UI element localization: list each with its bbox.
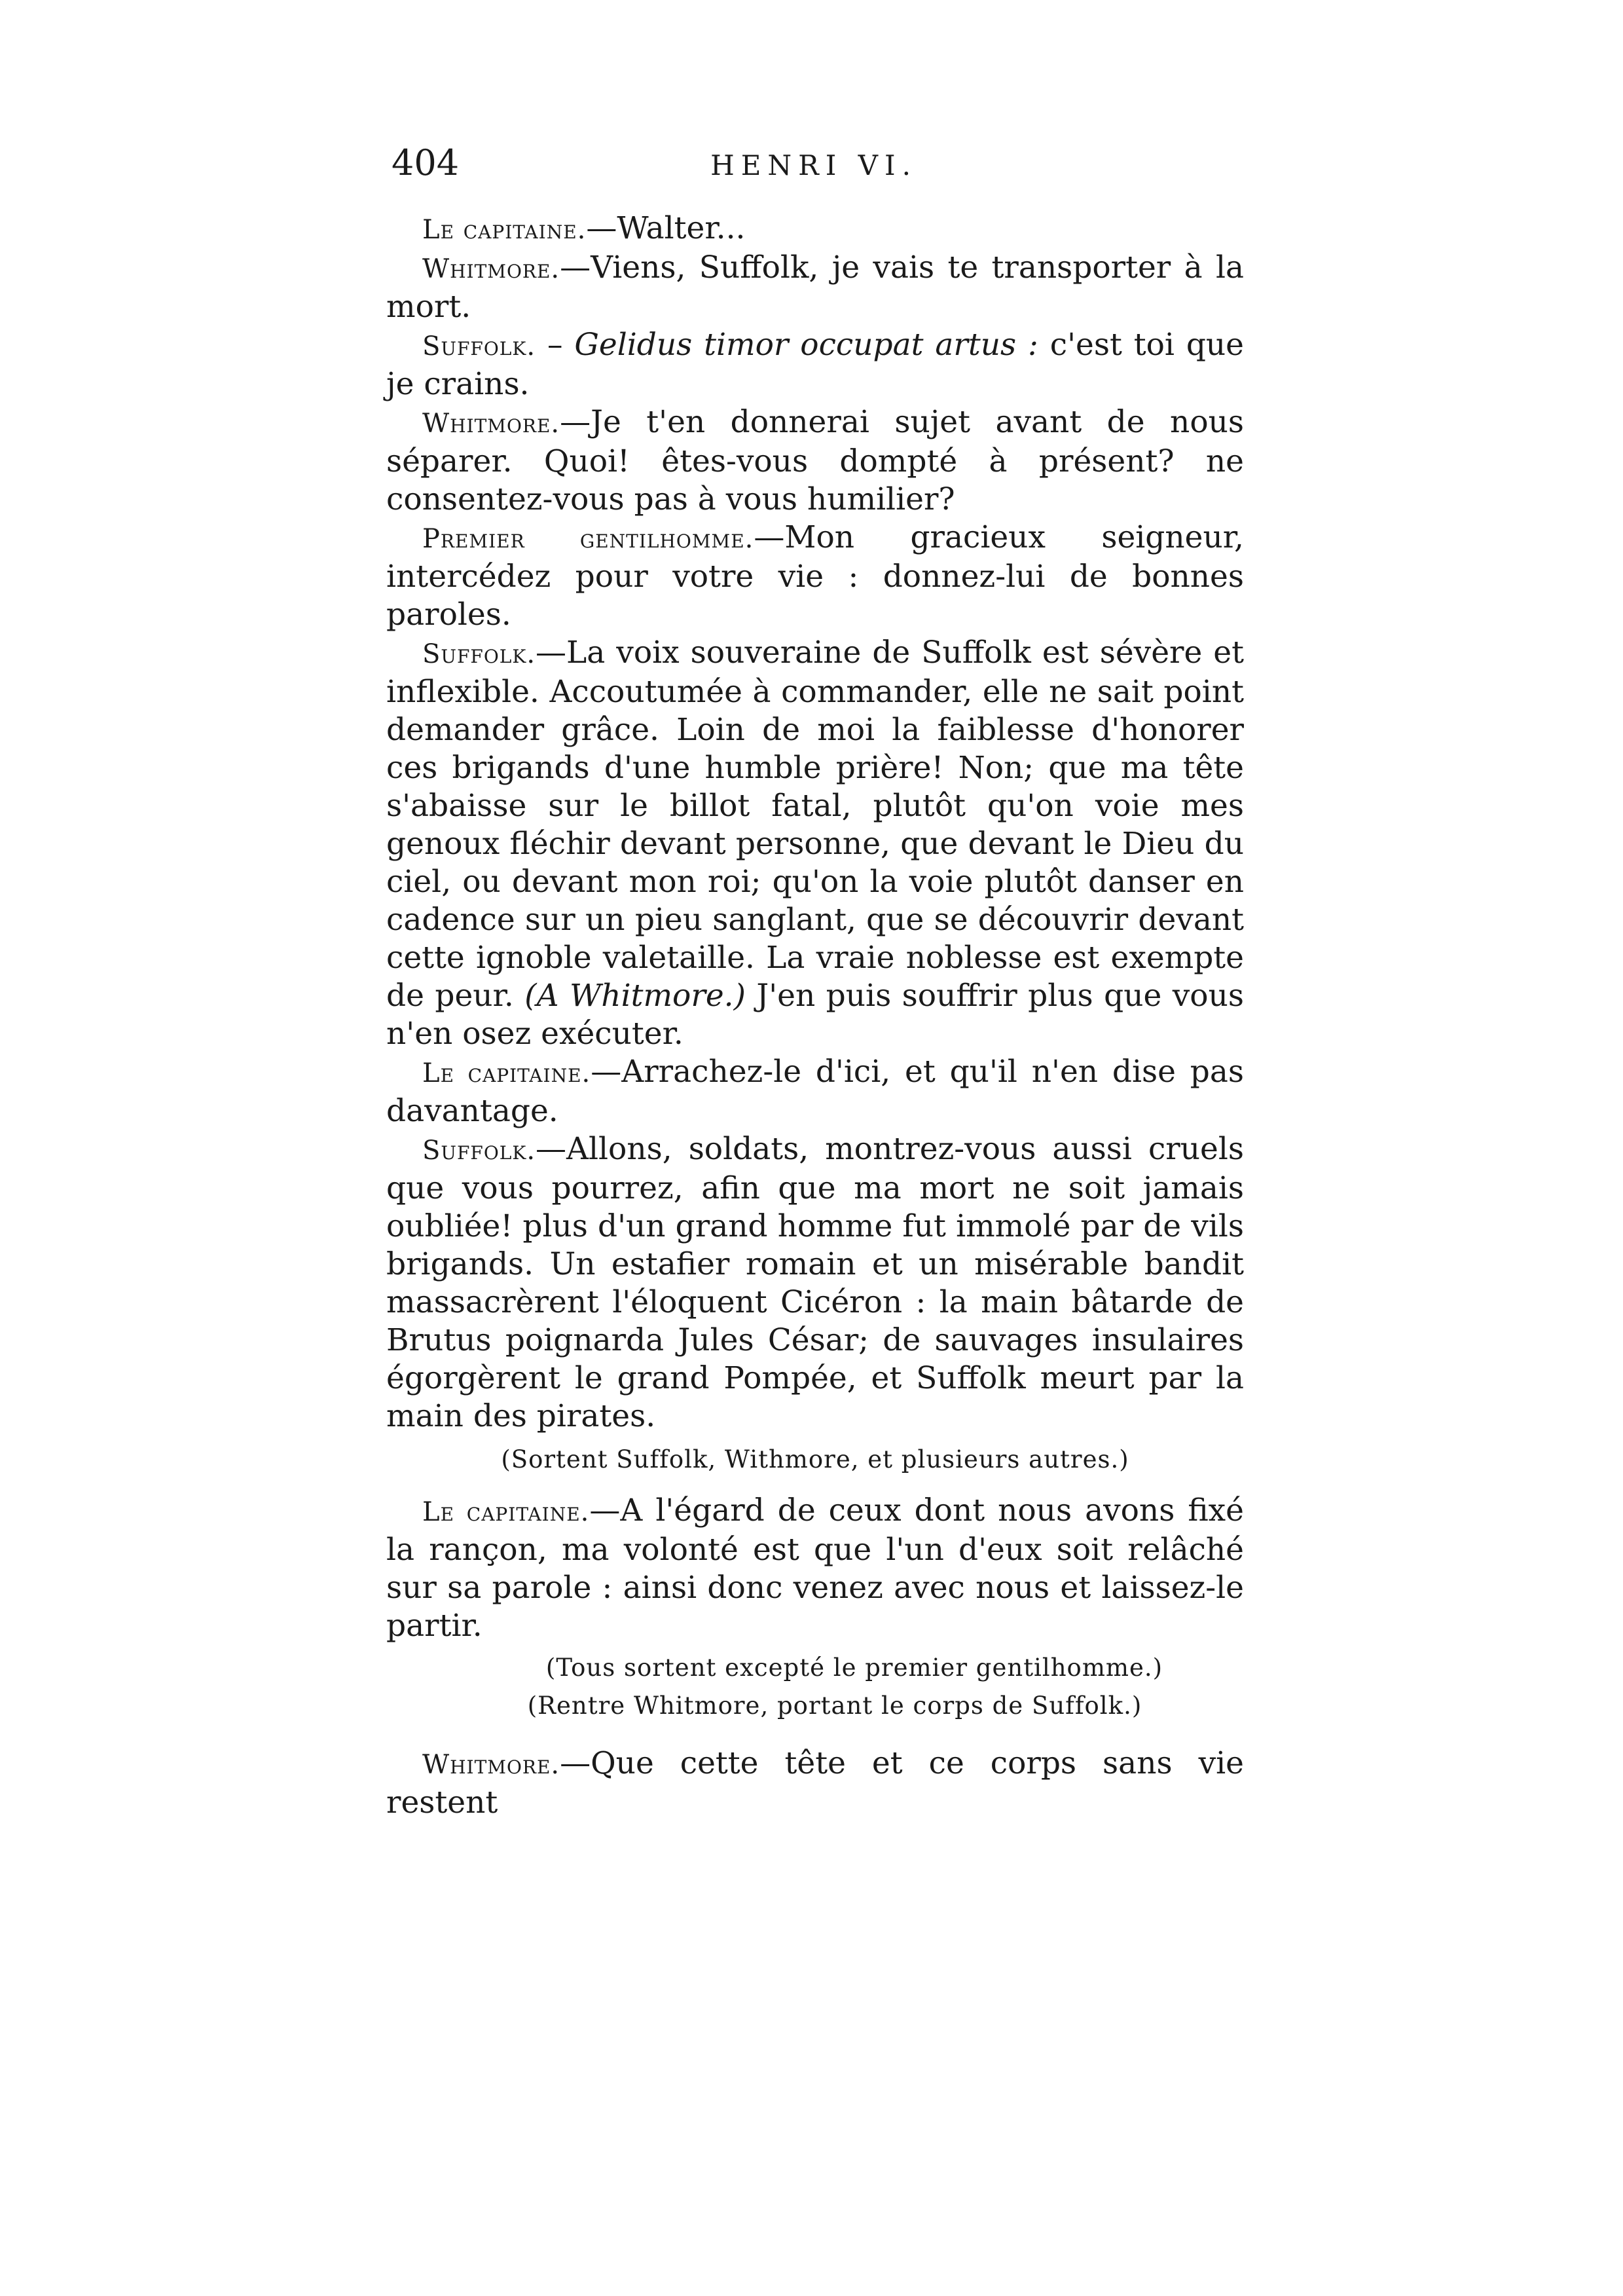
speech-text: Mon gracieux seigneur, intercédez pour votre vie : donnez-lui de bonnes paroles. <box>386 519 1244 633</box>
speech-text: La voix souveraine de Suffolk est sévère et inflexible. Accoutumée à commander, elle ne sait point demander grâce. Loin de moi la faiblesse d'honorer ces brigands d'une humble prière! Non; que ma tête s'abaisse sur le billot fatal, plutôt qu'on voie mes genoux fléchir devant personne, que devant le Dieu du ciel, ou devant mon roi; qu'on la voie plutôt danser en cadence sur un pieu sanglant, que se découvrir devant cette ignoble valetaille. La vraie noblesse est exempte de peur. <box>386 635 1244 1014</box>
page-number: 404 <box>392 142 460 183</box>
speaker-name: Le capitaine. <box>422 1058 591 1088</box>
speaker-name: Whitmore. <box>422 254 560 284</box>
speech-text: Viens, Suffolk, je vais te transporter à la mort. <box>386 250 1244 325</box>
stage-direction: (Rentre Whitmore, portant le corps de Suffolk.) <box>527 1692 1142 1720</box>
speaker-name: Le capitaine. <box>422 215 587 245</box>
speech-text: Arrachez-le d'ici, et qu'il n'en dise pas davantage. <box>386 1054 1244 1129</box>
running-title: HENRI VI. <box>710 149 917 181</box>
speech-text: Allons, soldats, montrez-vous aussi cruels que vous pourrez, afin que ma mort ne soit jamais oubliée! plus d'un grand homme fut immolé par de vils brigands. Un estafier romain et un misérable bandit massacrèrent l'éloquent Cicéron : la main bâtarde de Brutus poignarda Jules César; de sauvages insulaires égorgèrent le grand Pompée, et Suffolk meurt par la main des pirates. <box>386 1131 1244 1434</box>
speaker-name: Suffolk. <box>422 331 536 361</box>
speaker-name: Le capitaine. <box>422 1497 590 1527</box>
speech-text: c'est toi que je crains. <box>386 327 1244 402</box>
stage-aside: (A Whitmore.) <box>524 978 746 1014</box>
speech-line: Suffolk. – Gelidus timor occupat artus : c'est toi que je crains. <box>386 327 1244 402</box>
speech-text: J'en puis souffrir plus que vous n'en osez exécuter. <box>386 978 1244 1052</box>
speech-text: Walter... <box>617 210 746 246</box>
page-header <box>392 140 1236 199</box>
speech-line: Whitmore.—Que cette tête et ce corps sans vie restent <box>386 1745 1244 1821</box>
speaker-name: Whitmore. <box>422 1750 560 1780</box>
speech-line: Suffolk.—Allons, soldats, montrez-vous aussi cruels que vous pourrez, afin que ma mort ne soit jamais oubliée! plus d'un grand homme fut immolé par de vils brigands. Un estafier romain et un misérable bandit massacrèrent l'éloquent Cicéron : la main bâtarde de Brutus poignarda Jules César; de sauvages insulaires égorgèrent le grand Pompée, et Suffolk meurt par la main des pirates. <box>386 1131 1244 1434</box>
speaker-name: Whitmore. <box>422 409 560 439</box>
play-text <box>386 210 1244 1822</box>
speech-text: Que cette tête et ce corps sans vie restent <box>386 1745 1244 1821</box>
speech-line: Le capitaine.—Walter... <box>422 210 746 246</box>
speech-line: Le capitaine.—Arrachez-le d'ici, et qu'il n'en dise pas davantage. <box>386 1054 1244 1129</box>
speech-line: Suffolk.—La voix souveraine de Suffolk est sévère et inflexible. Accoutumée à commander, elle ne sait point demander grâce. Loin de moi la faiblesse d'honorer ces brigands d'une humble prière! Non; que ma tête s'abaisse sur le billot fatal, plutôt qu'on voie mes genoux fléchir devant personne, que devant le Dieu du ciel, ou devant mon roi; qu'on la voie plutôt danser en cadence sur un pieu sanglant, que se découvrir devant cette ignoble valetaille. La vraie noblesse est exempte de peur. (A Whitmore.) J'en puis souffrir plus que vous n'en osez exécuter. <box>386 635 1244 1052</box>
speaker-name: Premier gentilhomme. <box>422 524 754 554</box>
speaker-name: Suffolk. <box>422 1136 536 1166</box>
stage-direction: (Sortent Suffolk, Withmore, et plusieurs autres.) <box>501 1445 1129 1473</box>
speech-line: Whitmore.—Je t'en donnerai sujet avant de nous séparer. Quoi! êtes-vous dompté à présent? ne consentez-vous pas à vous humilier? <box>386 404 1244 517</box>
latin-quotation: Gelidus timor occupat artus : <box>574 327 1038 363</box>
speaker-name: Suffolk. <box>422 639 536 669</box>
stage-direction: (Tous sortent excepté le premier gentilhomme.) <box>545 1654 1163 1682</box>
speech-text: A l'égard de ceux dont nous avons fixé la rançon, ma volonté est que l'un d'eux soit relâché sur sa parole : ainsi donc venez avec nous et laissez-le partir. <box>386 1492 1244 1644</box>
speech-line: Whitmore.—Viens, Suffolk, je vais te transporter à la mort. <box>386 250 1244 325</box>
speech-line: Premier gentilhomme.—Mon gracieux seigneur, intercédez pour votre vie : donnez-lui de bonnes paroles. <box>386 519 1244 633</box>
speech-text: Je t'en donnerai sujet avant de nous séparer. Quoi! êtes-vous dompté à présent? ne consentez-vous pas à vous humilier? <box>386 404 1244 517</box>
speech-line: Le capitaine.—A l'égard de ceux dont nous avons fixé la rançon, ma volonté est que l'un d'eux soit relâché sur sa parole : ainsi donc venez avec nous et laissez-le partir. <box>386 1492 1244 1644</box>
